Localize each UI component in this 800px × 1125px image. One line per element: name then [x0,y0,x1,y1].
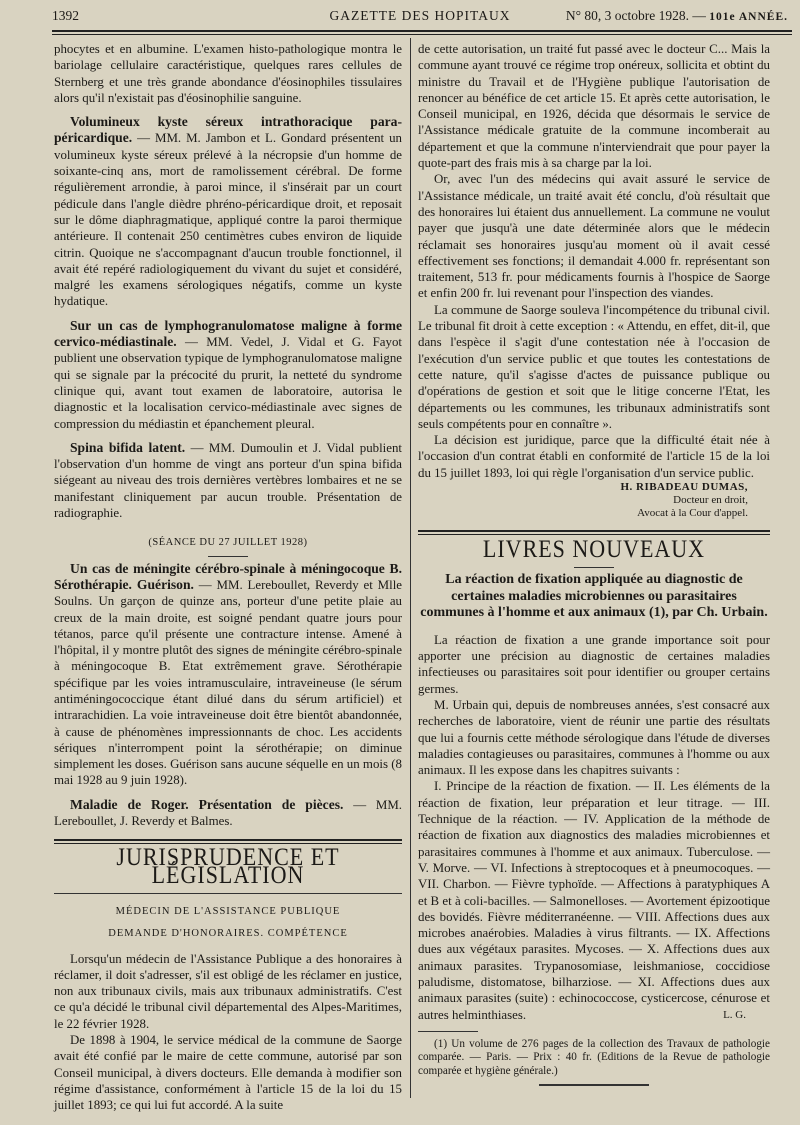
article-heading: Spina bifida latent. [70,439,186,455]
article-meningite [54,561,402,789]
end-ornament [539,1084,649,1086]
header-rule [52,30,792,32]
right-column [418,41,770,1086]
article-heading: Un cas de méningite cérébro-spinale à méningocoque B. Sérothérapie. Guérison. [54,560,402,592]
jurisprudence-continued-1: de cette autorisation, un traité fut passé avec le docteur C... Mais la commune ayant trouvé ce régime trop onéreux, sollicita et obtint du ministre du Travail et de l'Hygiène publique l'autorisation de renoncer au bénéfice de cet article 15. Et après cette autorisation, le Conseil municipal, en 1926, décida que désormais le service de l'Assistance médicale gratuite de la commune incomberait au département et que la commune n'interviendrait que pour payer la quote-part des frais mis à sa charge par la loi. [418,42,770,171]
article-spina-bifida [54,440,402,521]
article-body: — MM. Lereboullet, J. Reverdy et Balmes. [54,797,402,829]
intro-paragraph: phocytes et en albumine. L'examen histo-pathologique montra le bariolage cellulaire caractéristique, quelques rares cellules de Sternberg et une très grande abondance d'éosinophiles tissulaires alors qu'il n'existait pas d'éosinophilie sanguine. [54,42,402,105]
short-rule [574,567,614,568]
jurisprudence-paragraph-2: De 1898 à 1904, le service médical de la commune de Saorge avait été confié par le maire de cette commune, autorisé par son Conseil municipal, à divers docteurs. Elle demanda à modifier son régime d'assistance, conformément à l'article 15 de la loi du 15 juillet 1893; ce qui lui fut accordé. A la suite [54,1033,402,1113]
footnote-rule [418,1031,478,1032]
book-title: La réaction de fixation appliquée au diagnostic de certaines maladies microbiennes ou parasitaires communes à l'homme et aux animaux (1), par Ch. Urbain. [420,572,768,621]
jurisprudence-paragraph-1: Lorsqu'un médecin de l'Assistance Publique a des honoraires à réclamer, il doit s'adresser, s'il est obligé de les réclamer en justice, non aux tribunaux civils, mais aux tribunaux administratifs. C'est ce qu'a décidé le tribunal civil départemental des Alpes-Maritimes, le 22 février 1928. [54,951,402,1031]
short-rule [208,556,248,557]
article-heading: Sur un cas de lymphogranulomatose maligne à forme cervico-médiastinale. [54,317,402,350]
footnote: (1) Un volume de 276 pages de la collection des Travaux de pathologie comparée. — Paris. — Prix : 40 fr. (Editions de la Revue de pathologie comparée et hygiène générale.) [418,1037,770,1077]
issue-year: 101e ANNÉE. [709,11,788,23]
article-kyste [54,114,402,310]
column-separator [410,38,411,1098]
subheading-medecin: MÉDECIN DE L'ASSISTANCE PUBLIQUE [115,905,341,917]
signature-role: Avocat à la Cour d'appel. [637,507,748,520]
jurisprudence-continued-2: Or, avec l'un des médecins qui avait assuré le service de l'Assistance médicale, un traité avait été conclu, d'où résultait que des honoraires lui étaient dus annuellement. La commune ne voulut payer que jusqu'à une date déterminée alors que le médecin réclamait ses honoraires jusqu'au moment où il avait cessé effectivement ses fonctions; il demandait 4.000 fr. représentant son traitement, 513 fr. pour médicaments fournis à l'hospice de Saorge et enfin 200 fr. lui revenant pour l'inspection des viandes. [418,172,770,301]
section-subrule [54,893,402,894]
signature-title: Docteur en droit, [673,494,748,507]
article-body: — MM. Lereboullet, Reverdy et Mlle Soulns. Un garçon de quinze ans, porteur d'une petite plaie au creux de la main droite, est soigné pendant quatre jours pour tétanos, parce qu'il présente une contracture intense. Amené à l'hôpital, il y montre plutôt des signes de méningite cérébro-spinale à méningocoque B. Etat extrêmement grave. Sérothérapie spécifique par les voies intramusculaire, intraveineuse (le sérum antiméningococcique étant dilué dans du sérum artificiel) et intrarachidien. La voie intraveineuse doit être bientôt abandonnée, à cause de phénomènes impressionnants de choc. Les accidents sériques n'interrompent point la sérothérapie; on diminue simplement les doses. Guérison sans aucune séquelle en un mois (8 mai 1928 au 9 juin 1928). [54,577,402,788]
page-number: 1392 [52,8,79,23]
article-body: — MM. Dumoulin et J. Vidal publient l'observation d'un homme de vingt ans porteur d'un spina bifida siégeant au niveau des trois dernières vertèbres lombaires et ne se manifestant cliniquement par aucun trouble. Présentation de radiographie. [54,440,402,521]
header-rule-thin [52,34,792,35]
article-maladie-roger [54,797,402,830]
subheading-honoraires: DEMANDE D'HONORAIRES. COMPÉTENCE [108,928,348,940]
article-body: — MM. Vedel, J. Vidal et G. Fayot publient une observation typique de lymphogranulomatose maligne qui se signale par la précocité du prurit, la netteté du syndrome clinique qui, avant tout examen de laboratoire, autorisa le diagnostic et la localisation cervico-médiastinale avec signes de compression du médiastin et épanchement pleural. [54,335,402,431]
article-heading: Maladie de Roger. Présentation de pièces. [70,796,344,812]
article-heading: Volumineux kyste séreux intrathoracique para-péricardique. [54,114,402,146]
author-signature [418,481,770,520]
signature-name: H. RIBADEAU DUMAS, [620,481,748,494]
section-title-jurisprudence: JURISPRUDENCE ET LÉGISLATION [116,842,340,890]
review-signature: L. G. [723,1008,746,1021]
jurisprudence-continued-3: La commune de Saorge souleva l'incompétence du tribunal civil. Le tribunal fit droit à cette exception : « Attendu, en effet, dit-il, que dans l'espèce il s'agit d'une contestation née à l'occasion de l'exécution d'un service public et que toutes les contestations de cette nature, qu'il s'agisse d'actes de puissance publique ou d'opérations de gestion et soit que le litige concerne l'Etat, les départements ou les communes, les tribunaux administratifs sont seuls compétents pour en connaître ». [418,302,770,431]
section-title-livres: LIVRES NOUVEAUX [482,534,706,563]
article-body: — MM. M. Jambon et L. Gondard présentent un volumineux kyste séreux prélevé à la nécropsie d'un homme de soixante-cinq ans, mort de ramolissement cérébral. De forme régulièrement arrondie, à paroi mince, il s'insérait par un court pédicule dans l'angle dièdre phréno-péricardique droit, et reposait sur le dôme diaphragmatique, appliqué contre la paroi thermique antérieure. Il contenait 250 centimètres cubes environ de liquide citrin. Quoique ne s'accompagnant d'aucun trouble fonctionnel, il avait été repéré radiologiquement du vivant du sujet et considéré, malgré les examens sérologiques négatifs, comme un kyste hydatique. [54,131,402,309]
book-chapters [418,778,770,1022]
journal-title: GAZETTE DES HOPITAUX [329,8,511,23]
page-header [52,6,788,30]
book-chapters-text: I. Principe de la réaction de fixation. — II. Les éléments de la réaction de fixation, leur préparation et leur titrage. — III. Technique de la réaction. — IV. Application de la méthode de réaction de fixation aux diagnostics des maladies microbiennes et parasitaires communes à l'homme et aux animaux. Tuberculose. — V. Morve. — VI. Infections à streptocoques et à pneumocoques. — VII. Charbon. — Fièvre typhoïde. — Affections à paratyphiques A et B et à coli-bacilles. — Salmonelloses. — Avortement épizootique des bovidés. Fièvre méditerranéenne. — VIII. Affections dues aux microbes anaérobies. Maladies à virus filtrants. — IX. Affections dues aux végétaux parasites. Mycoses. — X. Affections dues aux animaux parasites. Trypanosomiase, leishmaniose, coccidiose paludisme, distomatose, bilharziose. — XI. Affections dues aux animaux parasites (suite) : echinococcose, cysticercose, cénurose et autres helminthiases. [418,779,770,1022]
jurisprudence-continued-4: La décision est juridique, parce que la difficulté était née à l'occasion d'un contrat établi en conformité de l'article 15 de la loi du 15 juillet 1893, loi qui règle l'organisation d'un service public. [418,433,770,480]
issue-date: N° 80, 3 octobre 1928. — [565,8,706,23]
issue-info [566,8,788,24]
book-paragraph-2: M. Urbain qui, depuis de nombreuses années, s'est consacré aux recherches de laboratoire, vient de réunir une partie des résultats que lui a fournis cette méthode sérologique dans l'étude de diverses maladies contagieuses ou parasitaires, communes à l'homme ou aux animaux. Il les expose dans les chapitres suivants : [418,698,770,778]
article-lymphogranulomatose [54,318,402,432]
seance-date: (SÉANCE DU 27 JUILLET 1928) [148,537,308,549]
left-column [54,41,402,1114]
book-paragraph-1: La réaction de fixation a une grande importance soit pour apporter une précision au diagnostic de certaines maladies infectieuses ou parasitaires soit pour identifier ou grouper certains germes. [418,632,770,696]
